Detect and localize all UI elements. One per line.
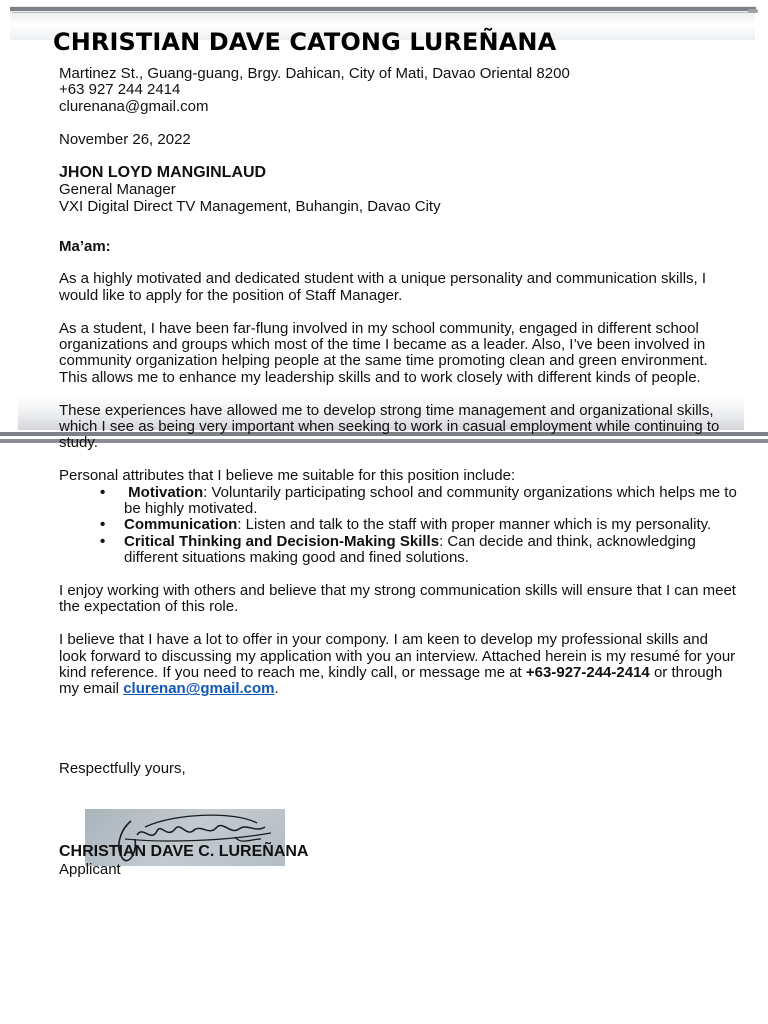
letter-body — [59, 66, 739, 698]
sender-address: Martinez St., Guang-guang, Brgy. Dahican, City of Mati, Davao Oriental 8200 — [59, 65, 570, 82]
header-rule-cap — [748, 9, 758, 13]
signatory-name: CHRISTIAN DAVE C. LUREÑANA — [59, 843, 309, 860]
bullet-icon: • — [100, 516, 106, 534]
paragraph-offer: I believe that I have a lot to offer in your compony. I am keen to develop my professional skills and look forward to discussing my application with you an interview. Attached herein is my resumé for your kind reference. If you need to reach me, kindly call, or message me at +63-927-244-2414 or through my email clurenan@gmail.com. — [59, 631, 736, 698]
paragraph-experiences: These experiences have allowed me to develop strong time management and organizational skills, which I see as being very important when seeking to work in casual employment while continuing to study. — [59, 401, 720, 452]
recipient-position: General Manager — [59, 181, 176, 199]
attribute-item-communication — [100, 516, 739, 534]
attribute-item-critical-thinking — [100, 532, 739, 567]
bullet-icon: • — [100, 483, 106, 501]
attribute-text: : Can decide and think, acknowledging different situations making good and fined solutions. — [124, 532, 696, 567]
attribute-title: Communication — [124, 516, 238, 534]
paragraph-involvement: As a student, I have been far-flung involved in my school community, engaged in different school organizations and groups which most of the time I became as a leader. Also, I’ve been involved in community organization helping people at the same time promoting clean and green environment. This allows me to enhance my leadership skills and to work closely with different kinds of people. — [59, 319, 708, 386]
attribute-text: : Listen and talk to the staff with proper manner which is my personality. — [237, 516, 712, 534]
attribute-title: Critical Thinking and Decision-Making Skills — [124, 532, 440, 550]
sender-phone: +63 927 244 2414 — [59, 81, 181, 99]
header-rule-thin — [12, 12, 755, 13]
signatory-role: Applicant — [59, 861, 121, 878]
header-rule — [10, 7, 756, 11]
bullet-icon: • — [100, 532, 106, 550]
closing-line: Respectfully yours, — [59, 760, 186, 777]
paragraph-attributes-intro: Personal attributes that I believe me suitable for this position include: — [59, 467, 516, 485]
attribute-title: Motivation — [128, 483, 204, 501]
email-link[interactable]: clurenan@gmail.com — [123, 680, 275, 698]
recipient-company: VXI Digital Direct TV Management, Buhangin, Davao City — [59, 197, 441, 215]
contact-phone-bold: +63-927-244-2414 — [525, 664, 650, 682]
paragraph-intro: As a highly motivated and dedicated student with a unique personality and communication skills, I would like to apply for the position of Staff Manager. — [59, 270, 707, 304]
attribute-text: : Voluntarily participating school and community organizations which helps me to be highly motivated. — [124, 483, 737, 518]
applicant-name-heading: CHRISTIAN DAVE CATONG LUREÑANA — [53, 28, 557, 56]
salutation: Ma’am: — [59, 237, 111, 255]
sender-email: clurenana@gmail.com — [59, 97, 209, 115]
attributes-list — [59, 485, 739, 567]
recipient-name: JHON LOYD MANGINLAUD — [59, 164, 267, 182]
paragraph-teamwork: I enjoy working with others and believe that my strong communication skills will ensure that I can meet the expectation of this role. — [59, 582, 736, 616]
letter-date: November 26, 2022 — [59, 130, 191, 148]
attribute-item-motivation — [100, 483, 739, 518]
